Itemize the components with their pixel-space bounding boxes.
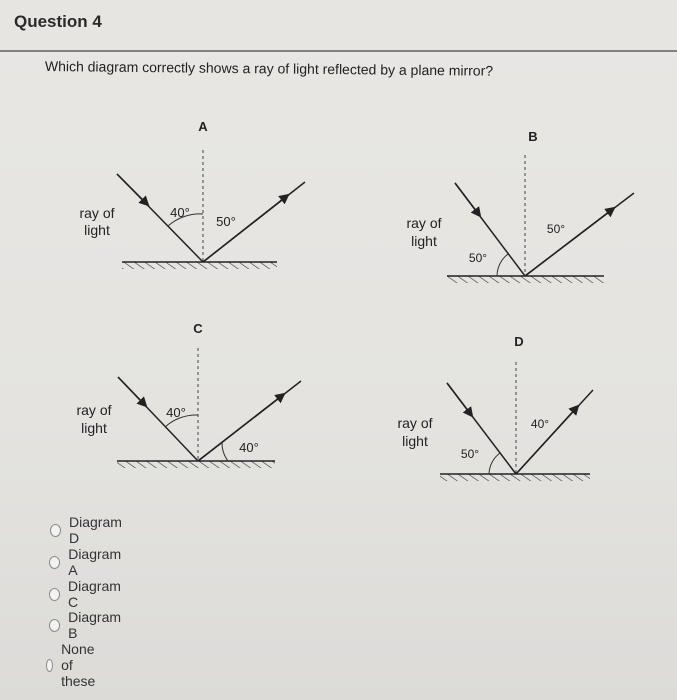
diagram-a-angle-left: 40° <box>170 205 190 220</box>
option-diagram-b[interactable] <box>49 609 123 641</box>
diagram-d-ray-label-2: light <box>402 433 428 449</box>
diagram-b-incident-arrow <box>455 183 480 216</box>
option-label: None of these <box>61 641 96 689</box>
diagram-d-mirror-hatch <box>440 474 590 481</box>
diagram-b-angle-arc <box>497 254 508 276</box>
diagram-d <box>397 334 593 481</box>
diagram-b-angle-right: 50° <box>546 222 566 236</box>
diagram-d-angle-right: 40° <box>530 417 550 431</box>
radio-icon[interactable] <box>49 556 60 569</box>
option-label: Diagram A <box>68 546 122 578</box>
diagram-a <box>79 119 305 269</box>
option-diagram-c[interactable] <box>49 578 123 610</box>
radio-icon[interactable] <box>49 588 60 601</box>
radio-icon[interactable] <box>50 524 61 537</box>
diagram-d-letter: D <box>514 334 524 349</box>
diagram-a-ray-label-1: ray of <box>79 205 115 221</box>
diagram-c <box>76 321 301 468</box>
diagram-a-angle-right: 50° <box>216 214 236 229</box>
diagram-c-letter: C <box>193 321 203 336</box>
diagram-c-mirror-hatch <box>117 461 275 468</box>
question-text: Which diagram correctly shows a ray of light reflected by a plane mirror? <box>44 58 494 79</box>
diagram-a-incident-arrow <box>117 174 148 205</box>
diagram-d-ray-label-1: ray of <box>397 415 433 431</box>
diagram-c-incident-arrow <box>118 377 146 406</box>
option-diagram-d[interactable] <box>50 514 124 546</box>
diagram-c-angle-right: 40° <box>239 440 259 455</box>
diagram-d-angle-arc <box>489 453 500 474</box>
radio-icon[interactable] <box>46 659 53 672</box>
diagram-b-angle-left: 50° <box>468 251 488 265</box>
diagram-a-letter: A <box>198 119 208 134</box>
diagram-b-letter: B <box>528 129 538 144</box>
diagram-b-reflected-arrow <box>525 208 614 276</box>
diagram-c-angle-left: 40° <box>166 405 186 420</box>
diagram-b <box>406 129 634 283</box>
diagram-b-ray-label-1: ray of <box>406 215 442 231</box>
diagram-b-mirror-hatch <box>447 276 604 283</box>
question-title: Question 4 <box>14 12 102 31</box>
diagram-a-ray-label-2: light <box>84 222 110 238</box>
option-none-of-these[interactable] <box>46 641 101 689</box>
option-label: Diagram B <box>68 609 122 641</box>
diagram-b-ray-label-2: light <box>411 233 437 249</box>
diagram-d-angle-left: 50° <box>460 447 480 461</box>
diagram-c-ray-label-1: ray of <box>76 402 112 418</box>
diagram-d-incident-arrow <box>447 383 472 416</box>
diagram-a-mirror-hatch <box>122 262 277 269</box>
option-diagram-a[interactable] <box>49 546 123 578</box>
option-label: Diagram D <box>69 514 122 546</box>
option-label: Diagram C <box>68 578 121 610</box>
radio-icon[interactable] <box>49 619 60 632</box>
diagram-c-angle-arc-right <box>222 442 228 461</box>
diagram-c-ray-label-2: light <box>81 420 107 436</box>
